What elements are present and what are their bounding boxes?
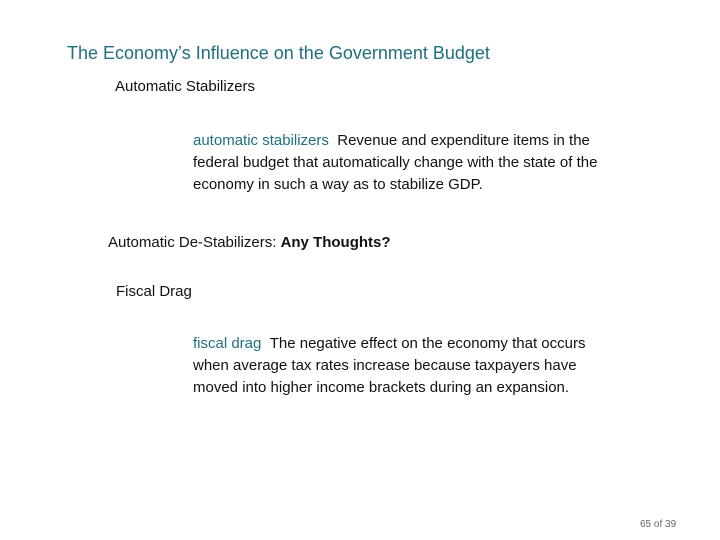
heading-automatic-stabilizers: Automatic Stabilizers: [115, 78, 256, 95]
definition-text-automatic-stabilizers: Revenue and expenditure items in the federal budget that automatically change with the state of the economy in such a way as to stabilize GDP.: [193, 132, 598, 193]
term-fiscal-drag: fiscal drag: [193, 335, 262, 352]
heading-automatic-destabilizers: [108, 234, 391, 251]
definition-automatic-stabilizers: [193, 130, 598, 196]
slide-number: 65 of 39: [640, 519, 677, 530]
heading-destabilizers-prefix: Automatic De-Stabilizers:: [108, 234, 281, 251]
heading-destabilizers-question: Any Thoughts?: [280, 234, 391, 251]
heading-fiscal-drag: Fiscal Drag: [116, 283, 192, 300]
definition-text-fiscal-drag: The negative effect on the economy that occurs when average tax rates increase because taxpayers have moved into higher income brackets during an expansion.: [193, 335, 586, 396]
slide-title: The Economy’s Influence on the Government Budget: [67, 43, 490, 63]
term-automatic-stabilizers: automatic stabilizers: [193, 132, 329, 149]
definition-fiscal-drag: [193, 333, 588, 399]
